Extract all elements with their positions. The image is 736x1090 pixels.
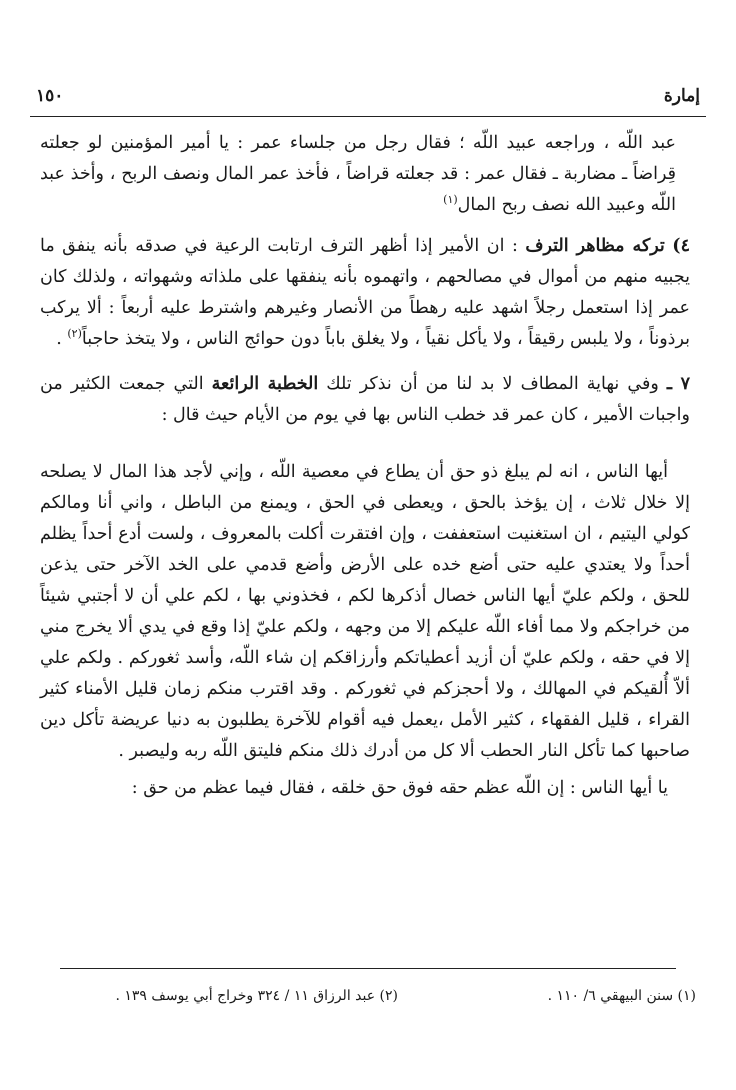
item-heading: تركه مظاهر الترف [525,236,665,256]
paragraph-text: التي جمعت الكثير من واجبات الأمير ، كان عمر قد خطب الناس بها في يوم من الأيام حيث قال : [40,374,690,425]
paragraph-item-4 [40,231,690,355]
paragraph-item-7 [40,369,690,431]
footnote-rule [60,968,676,969]
sermon-paragraph: أيها الناس ، انه لم يبلغ ذو حق أن يطاع في معصية اللّه ، وإني لأجد هذا المال لا يصلحه إلا خلال ثلاث ، إن يؤخذ بالحق ، ويعطى في الحق ، ويمنع من الباطل ، واني أنا ومالكم كولي اليتيم ، ان استغنيت استعففت ، وإن افتقرت أكلت بالمعروف ، ولست أدع أحداً يظلم أحداً ولا يعتدي عليه حتى أضع خده على الأرض وأضع قدمي على الخد الآخر حتى يذعن للحق ، ولكم عليّ أيها الناس خصال أذكرها لكم ، فخذوني بها ، لكم علي أن لا أجتبي شيئاً من خراجكم ولا مما أفاء اللّه عليكم إلا من وجهه ، ولكم عليّ إذا وقع في يدي ألا يخرج مني إلا في حقه ، ولكم عليّ أن أزيد أعطياتكم وأرزاقكم إن شاء اللّه، وأسد ثغوركم . ولكم علي ألاّ أُلقيكم في المهالك ، ولا أحجزكم في ثغوركم . وقد اقترب منكم زمان قليل الأمناء كثير القراء ، قليل الفقهاء ، كثير الأمل ،يعمل فيه أقوام للآخرة يطلبون به دنيا عريضة تأكل دين صاحبها كما تأكل النار الحطب ألا كل من أدرك ذلك منكم فليتق اللّه ربه وليصبر . [40,462,690,761]
page-header [36,86,700,114]
paragraph-continuation [40,128,676,221]
page-number: ١٥٠ [36,86,64,106]
highlighted-phrase: الخطبة الرائعة [211,374,319,394]
footnote-2: (٢) عبد الرزاق ١١ / ٣٢٤ وخراج أبي يوسف ١٣٩ . [115,988,398,1004]
footnote-ref-1: (١) [443,193,458,207]
footnote-ref-2: (٢) [67,327,82,341]
item-number: ٧ ـ [666,374,690,394]
sermon-closing: يا أيها الناس : إن اللّه عظم حقه فوق حق خلقه ، فقال فيما عظم من حق : [131,778,668,798]
main-text [40,124,690,804]
paragraph-text: وفي نهاية المطاف لا بد لنا من أن نذكر تلك [318,374,667,394]
paragraph-end: . [56,329,68,349]
item-number: ٤) [672,236,690,256]
running-title: إمارة [663,86,700,106]
footnote-1: (١) سنن البيهقي ٦/ ١١٠ . [547,988,696,1004]
paragraph-text: عبد اللّه ، وراجعه عبيد اللّه ؛ فقال رجل من جلساء عمر : يا أمير المؤمنين لو جعلته قِراضاً ـ مضاربة ـ فقال عمر : قد جعلته قراضاً ، فأخذ عمر المال ونصف الربح ، وأخذ عبد اللّه وعبيد الله نصف ربح المال [40,133,676,215]
paragraph-text: : ان الأمير إذا أظهر الترف ارتابت الرعية في صدقه بأنه ينفق ما يجبيه منهم من أموال في مصالحهم ، واتهموه بأنه ينفقها على ملذاته وشهواته ، ولذلك كان عمر إذا استعمل رجلاً اشهد عليه رهطاً من الأنصار وغيرهم واشترط عليه أربعاً : ألا يركب برذوناً ، ولا يلبس رقيقاً ، ولا يأكل نقياً ، ولا يغلق باباً دون حوائج الناس ، ولا يتخذ حاجباً [40,236,690,349]
header-rule [30,116,706,117]
